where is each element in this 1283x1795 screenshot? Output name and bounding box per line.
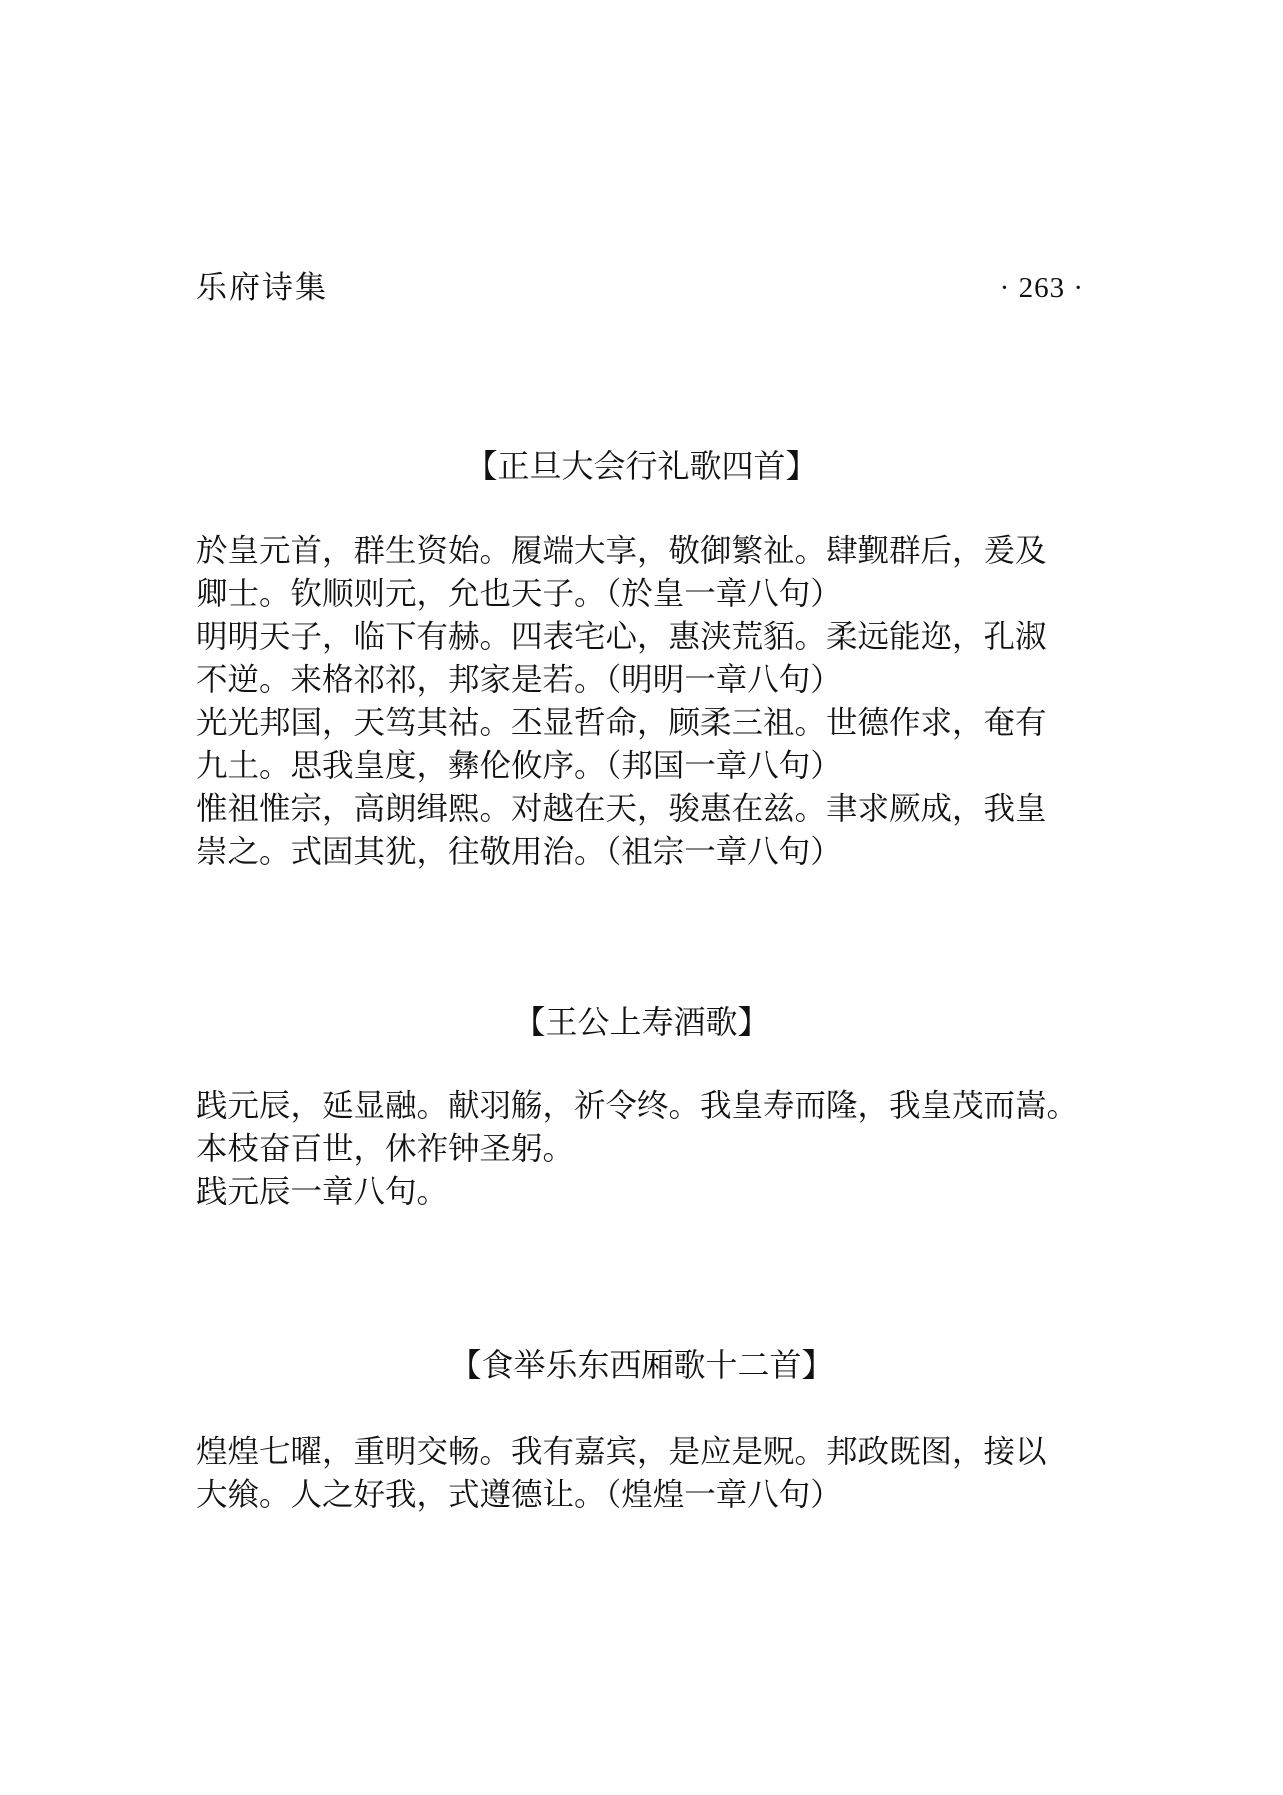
running-header-book-title: 乐府诗集 [196,270,328,306]
poem-line: 於皇元首，群生资始。履端大享，敬御繁祉。肆觐群后，爰及 [196,533,1047,569]
poem-line: 光光邦国，天笃其祜。丕显哲命，顾柔三祖。世德作求，奄有 [196,705,1047,741]
poem-line: 崇之。式固其犹，往敬用治。（祖宗一章八句） [196,834,842,870]
poem-line: 不逆。来格祁祁，邦家是若。（明明一章八句） [196,662,842,698]
poem-line: 惟祖惟宗，高朗缉熙。对越在天，骏惠在兹。聿求厥成，我皇 [196,791,1047,827]
section-title: 【食举乐东西厢歌十二首】 [449,1346,834,1384]
poem-block [196,530,1156,874]
poem-line: 明明天子，临下有赫。四表宅心，惠浃荒貊。柔远能迩，孔淑 [196,619,1047,655]
poem-line: 煌煌七曜，重明交畅。我有嘉宾，是应是贶。邦政既图，接以 [196,1434,1047,1470]
poem-line: 践元辰，延显融。献羽觞，祈令终。我皇寿而隆，我皇茂而嵩。 [196,1088,1079,1124]
poem-line: 大飨。人之好我，式遵德让。（煌煌一章八句） [196,1477,842,1513]
section-title: 【王公上寿酒歌】 [513,1003,770,1041]
poem-line: 九土。思我皇度，彝伦攸序。（邦国一章八句） [196,748,842,784]
poem-line: 卿士。钦顺则元，允也天子。（於皇一章八句） [196,576,842,612]
poem-line: 本枝奋百世，休祚钟圣躬。 [196,1131,575,1167]
poem-block [196,1431,1156,1517]
section-title: 【正旦大会行礼歌四首】 [465,447,818,485]
page-number: · 263 · [999,272,1084,304]
poem-line: 践元辰一章八句。 [196,1174,449,1210]
poem-block [196,1085,1156,1214]
